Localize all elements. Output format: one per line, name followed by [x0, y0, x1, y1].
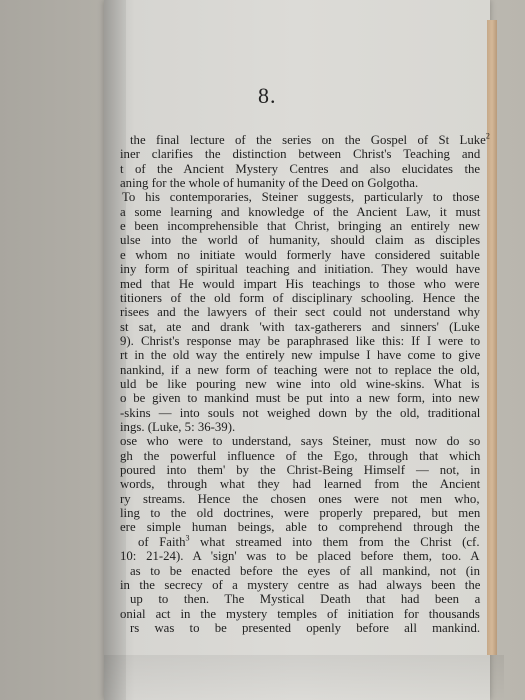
text-line [120, 449, 480, 464]
text-line [120, 334, 480, 349]
text-line-content: words, through what they had learned from the Ancient [120, 477, 481, 492]
text-line-content: uld be like pouring new wine into old wine-skins. What is [120, 376, 480, 391]
text-line-content: ulse into the world of humanity, should claim as disciples [120, 233, 481, 248]
text-line [120, 305, 480, 320]
text-line [138, 535, 480, 550]
text-line-content: ings. (Luke, 5: 36-39). [120, 420, 236, 434]
text-line [120, 219, 480, 234]
text-line-content: t of the Ancient Mystery Centres and also elucidates the [120, 161, 481, 176]
text-line [120, 205, 480, 220]
footnote-marker: 3 [185, 533, 190, 543]
text-line-content: aning for the whole of humanity of the Deed on Golgotha. [120, 176, 419, 191]
text-line [120, 377, 480, 392]
text-line-content: in the secrecy of a mystery centre as had always been the [120, 577, 481, 592]
text-line [130, 592, 480, 607]
footnote-marker: 2 [485, 131, 490, 141]
text-line-content: risees and the lawyers of their sect could not understand why [120, 305, 481, 320]
text-line-content: To his contemporaries, Steiner suggests, particularly to those [122, 190, 480, 205]
text-line [122, 190, 480, 205]
chapter-number: 8. [258, 83, 277, 108]
text-line [120, 420, 235, 435]
text-line-content: titioners of the old form of disciplinary schooling. Hence the [120, 290, 480, 305]
text-line [120, 506, 480, 521]
text-line [120, 233, 480, 248]
text-line-content: med that He would impart His teachings to those who were [120, 276, 480, 291]
text-line [130, 133, 490, 148]
text-line [120, 434, 480, 449]
text-line-content: up to then. The Mystical Death that had been a [130, 592, 481, 607]
text-line-content: rt in the old way the entirely new impulse I have come to give [120, 348, 481, 363]
text-line [120, 520, 480, 535]
text-line-content: nankind, if a new form of teaching were not to replace the old, [120, 362, 480, 377]
text-line [120, 320, 480, 335]
text-line-content: gh the powerful influence of the Ego, through that which [120, 448, 481, 463]
text-line [130, 621, 480, 636]
text-line [120, 248, 480, 263]
text-line-content: e been incomprehensible that Christ, bringing an entirely new [120, 219, 480, 234]
text-line [120, 578, 480, 593]
text-line-content: poured into them' by the Christ-Being Himself — not, in [120, 463, 481, 478]
text-line [120, 406, 480, 421]
text-line [120, 277, 480, 292]
text-line [120, 391, 480, 406]
page-bottom-shadow [104, 655, 504, 700]
text-line-content: -skins — into souls not weighed down by the old, traditional [120, 405, 481, 420]
text-line-content: onial act in the mystery temples of initiation for thousands [120, 606, 480, 621]
text-line [120, 162, 480, 177]
text-line-content: iner clarifies the distinction between Christ's Teaching and [120, 147, 481, 162]
text-line-content: st sat, ate and drank 'with tax-gatherers and sinners' (Luke [120, 319, 480, 334]
text-line-content: o be given to mankind must be put into a new form, into new [120, 391, 480, 406]
text-line-content: iny form of spiritual teaching and initiation. They would have [120, 262, 481, 277]
text-line [120, 492, 480, 507]
text-line [120, 363, 480, 378]
page-edges [487, 20, 497, 655]
text-line [120, 147, 480, 162]
text-line-content: of Faith [138, 534, 186, 549]
text-line [120, 463, 480, 478]
text-line-content: 9). Christ's response may be paraphrased like this: If I were to [120, 333, 481, 348]
text-line [130, 564, 480, 579]
text-line [120, 348, 480, 363]
text-line-content: ry streams. Hence the chosen ones were not men who, [120, 491, 480, 506]
text-line-content: rs was to be presented openly before all mankind. [130, 620, 481, 635]
text-line-content: as to be enacted before the eyes of all mankind, not (in [130, 563, 481, 578]
text-line [120, 176, 418, 191]
text-line-content: ere simple human beings, able to comprehend through the [120, 520, 480, 535]
text-line-continuation: what streamed into them from the Christ (cf. [189, 534, 480, 549]
text-line-content: ling to the old doctrines, were properly prepared, but men [120, 506, 481, 521]
text-line-content: the final lecture of the series on the Gospel of St Luke [130, 133, 486, 147]
text-line-content: e whom no initiate would formerly have considered suitable [120, 247, 480, 262]
text-line [120, 477, 480, 492]
text-line [120, 549, 480, 564]
text-line [120, 262, 480, 277]
text-line-content: 10: 21-24). A 'sign' was to be placed before them, too. A [120, 549, 480, 564]
text-line-content: ose who were to understand, says Steiner, must now do so [120, 434, 481, 449]
text-line [120, 607, 480, 622]
text-line [120, 291, 480, 306]
text-line-content: a some learning and knowledge of the Ancient Law, it must [120, 204, 481, 219]
